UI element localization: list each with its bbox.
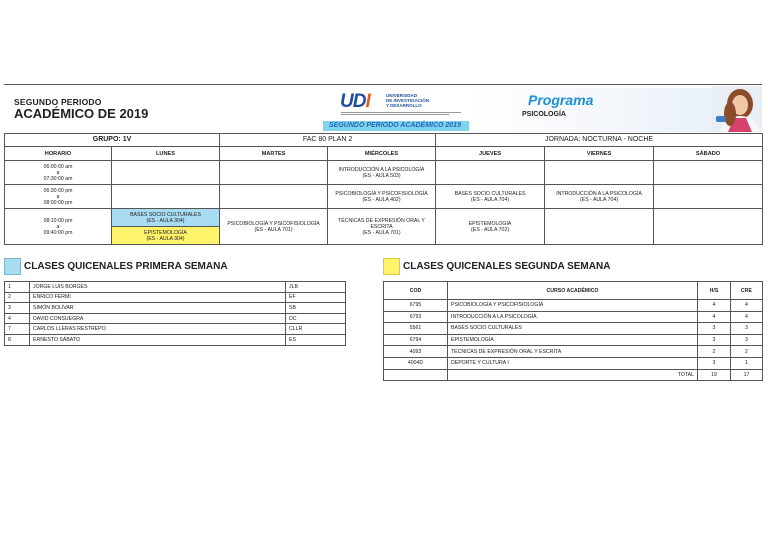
- second-week-legend: CLASES QUICENALES SEGUNDA SEMANA: [403, 261, 611, 272]
- period-line-1: SEGUNDO PERIODO: [14, 97, 102, 107]
- plan-cell: FAC 80 PLAN 2: [220, 134, 436, 147]
- col-header-curso: CURSO ACADÉMICO: [448, 282, 698, 300]
- course-row: [384, 334, 763, 346]
- teacher-number: 7: [5, 324, 30, 335]
- col-header-jueves: JUEVES: [436, 147, 545, 161]
- class-name: BASES SOCIO CULTURALES: [454, 190, 526, 197]
- cell-empty: [654, 161, 763, 185]
- first-week-legend: CLASES QUICENALES PRIMERA SEMANA: [24, 261, 228, 272]
- period-line-2: ACADÉMICO DE 2019: [14, 106, 149, 121]
- courses-table: [383, 281, 763, 381]
- logo-line-3: Y DESARROLLO: [386, 103, 422, 108]
- time-cell: [5, 185, 112, 209]
- course-hours: 4: [698, 300, 731, 312]
- class-cell: [328, 185, 436, 209]
- course-credits: 2: [731, 346, 763, 358]
- class-cell: [328, 161, 436, 185]
- class-name-cont: ESCRITA: [370, 223, 393, 230]
- teacher-code: SB: [286, 303, 346, 314]
- logo-line-1: UNIVERSIDAD: [386, 93, 418, 98]
- total-hs: 19: [698, 369, 731, 381]
- time-sep: a: [56, 193, 60, 200]
- program-label: Programa: [528, 92, 594, 108]
- period-banner: [323, 121, 469, 131]
- time-end: 07:30:00 am: [43, 175, 73, 182]
- time-cell: [5, 161, 112, 185]
- col-header-sabado: SÁBADO: [654, 147, 763, 161]
- teacher-number: 8: [5, 334, 30, 345]
- teacher-name: SIMÓN BOLÍVAR: [30, 303, 286, 314]
- program-name: PSICOLOGÍA: [522, 111, 566, 118]
- teacher-row: [5, 292, 346, 303]
- class-room: (ES - AULA 503): [362, 172, 401, 179]
- time-start: 06:30:00 pm: [43, 187, 73, 194]
- course-code: 4093: [384, 346, 448, 358]
- cell-empty: [436, 161, 545, 185]
- col-header-lunes: LUNES: [112, 147, 220, 161]
- teacher-name: ERNESTO SÁBATO: [30, 334, 286, 345]
- course-row: [384, 311, 763, 323]
- course-row: [384, 323, 763, 335]
- teacher-number: 3: [5, 303, 30, 314]
- university-name: [386, 93, 429, 108]
- first-week-color-swatch: [4, 258, 21, 275]
- schedule-table: [4, 133, 763, 245]
- course-code: 5561: [384, 323, 448, 335]
- schedule-row-3: [5, 209, 763, 227]
- teacher-name: ENRICO FERMI: [30, 292, 286, 303]
- time-sep: a: [56, 223, 60, 230]
- course-name: INTRODUCCIÓN A LA PSICOLOGÍA: [448, 311, 698, 323]
- course-hours: 4: [698, 311, 731, 323]
- col-header-cod: COD: [384, 282, 448, 300]
- class-room: (ES - AULA 304): [146, 217, 185, 224]
- cell-empty: [384, 369, 448, 381]
- class-room: (ES - AULA 702): [471, 226, 510, 233]
- class-room: (ES - AULA 304): [146, 235, 185, 242]
- banner-text: SEGUNDO PERIODO ACADÉMICO 2019: [329, 122, 461, 129]
- total-label: TOTAL: [448, 369, 698, 381]
- time-cell: [5, 209, 112, 245]
- class-name: PSICOBIOLOGÍA Y PSICOFISIOLOGÍA: [335, 190, 428, 197]
- days-header-row: [5, 147, 763, 161]
- university-logo: [323, 89, 469, 121]
- col-header-martes: MARTES: [220, 147, 328, 161]
- teachers-table: [4, 281, 346, 346]
- teacher-number: 4: [5, 313, 30, 324]
- class-cell: [436, 185, 545, 209]
- time-end: 09:40:00 pm: [43, 229, 73, 236]
- course-credits: 4: [731, 300, 763, 312]
- teacher-code: JLB: [286, 282, 346, 293]
- header-top-rule: [4, 84, 762, 85]
- class-name: BASES SOCIO CULTURALES: [130, 211, 201, 218]
- jornada-cell: JORNADA: NOCTURNA - NOCHE: [436, 134, 763, 147]
- course-name: DEPORTE Y CULTURA I: [448, 357, 698, 369]
- teacher-name: JORGE LUIS BORGES: [30, 282, 286, 293]
- second-week-color-swatch: [383, 258, 400, 275]
- course-row: [384, 346, 763, 358]
- cell-empty: [220, 161, 328, 185]
- col-header-miercoles: MIÉRCOLES: [328, 147, 436, 161]
- logo-fine-print: [341, 111, 461, 116]
- cell-empty: [112, 161, 220, 185]
- class-cell: [328, 209, 436, 245]
- course-name: BASES SOCIO CULTURALES: [448, 323, 698, 335]
- course-row: [384, 300, 763, 312]
- course-name: PSICOBIOLOGÍA Y PSICOFISIOLOGÍA: [448, 300, 698, 312]
- teacher-row: [5, 334, 346, 345]
- schedule-row-2: [5, 185, 763, 209]
- cell-empty: [654, 209, 763, 245]
- class-cell: [545, 185, 654, 209]
- teacher-code: DC: [286, 313, 346, 324]
- teacher-number: 1: [5, 282, 30, 293]
- col-header-horario: HORARIO: [5, 147, 112, 161]
- course-code: 4004D: [384, 357, 448, 369]
- class-room: (ES - AULA 701): [362, 229, 401, 236]
- class-cell-first-week: [112, 209, 220, 227]
- class-cell: [436, 209, 545, 245]
- course-code: 6795: [384, 300, 448, 312]
- course-code: 6793: [384, 311, 448, 323]
- time-end: 08:00:00 pm: [43, 199, 73, 206]
- course-hours: 2: [698, 346, 731, 358]
- course-code: 6794: [384, 334, 448, 346]
- course-credits: 1: [731, 357, 763, 369]
- class-name: EPISTEMOLOGÍA: [144, 229, 187, 236]
- course-hours: 3: [698, 323, 731, 335]
- time-sep: a: [56, 169, 60, 176]
- class-room: (ES - AULA 704): [580, 196, 619, 203]
- courses-header-row: [384, 282, 763, 300]
- teacher-row: [5, 324, 346, 335]
- courses-total-row: [384, 369, 763, 381]
- total-cre: 17: [731, 369, 763, 381]
- time-start: 08:10:00 pm: [43, 217, 73, 224]
- teacher-row: [5, 313, 346, 324]
- teacher-number: 2: [5, 292, 30, 303]
- cell-empty: [654, 185, 763, 209]
- teacher-name: DAVID CONSUEGRA: [30, 313, 286, 324]
- cell-empty: [112, 185, 220, 209]
- course-credits: 4: [731, 311, 763, 323]
- teacher-row: [5, 282, 346, 293]
- class-name: EPISTEMOLOGÍA: [468, 220, 512, 227]
- teacher-code: EF: [286, 292, 346, 303]
- course-name: EPISTEMOLOGÍA: [448, 334, 698, 346]
- class-cell-second-week: [112, 227, 220, 245]
- cell-empty: [545, 209, 654, 245]
- group-cell: GRUPO: 1V: [5, 134, 220, 147]
- schedule-row-1: [5, 161, 763, 185]
- course-hours: 3: [698, 357, 731, 369]
- class-name: INTRODUCCIÓN A LA PSICOLOGÍA: [556, 190, 642, 197]
- col-header-hs: H/S: [698, 282, 731, 300]
- course-credits: 3: [731, 334, 763, 346]
- course-credits: 3: [731, 323, 763, 335]
- col-header-cre: CRE: [731, 282, 763, 300]
- teacher-name: CARLOS LLERAS RESTREPO: [30, 324, 286, 335]
- class-name: INTRODUCCIÓN A LA PSICOLOGÍA: [338, 166, 425, 173]
- class-name: PSICOBIOLOGÍA Y PSICOFISIOLOGÍA: [227, 220, 320, 227]
- logo-line-2: DE INVESTIGACIÓN: [386, 98, 430, 103]
- teacher-code: ES: [286, 334, 346, 345]
- teacher-row: [5, 303, 346, 314]
- course-row: [384, 357, 763, 369]
- class-cell: [220, 209, 328, 245]
- class-name: TÉCNICAS DE EXPRESIÓN ORAL Y: [338, 217, 425, 224]
- cell-empty: [220, 185, 328, 209]
- cell-empty: [545, 161, 654, 185]
- teacher-code: CLLR: [286, 324, 346, 335]
- class-room: (ES - AULA 704): [471, 196, 510, 203]
- udi-logo-text: UDI: [340, 91, 370, 112]
- student-photo: [712, 86, 762, 132]
- group-row: [5, 134, 763, 147]
- course-hours: 3: [698, 334, 731, 346]
- class-room: (ES - AULA 402): [362, 196, 401, 203]
- time-start: 06:00:00 am: [43, 163, 73, 170]
- col-header-viernes: VIERNES: [545, 147, 654, 161]
- course-name: TÉCNICAS DE EXPRESIÓN ORAL Y ESCRITA: [448, 346, 698, 358]
- class-room: (ES - AULA 701): [254, 226, 293, 233]
